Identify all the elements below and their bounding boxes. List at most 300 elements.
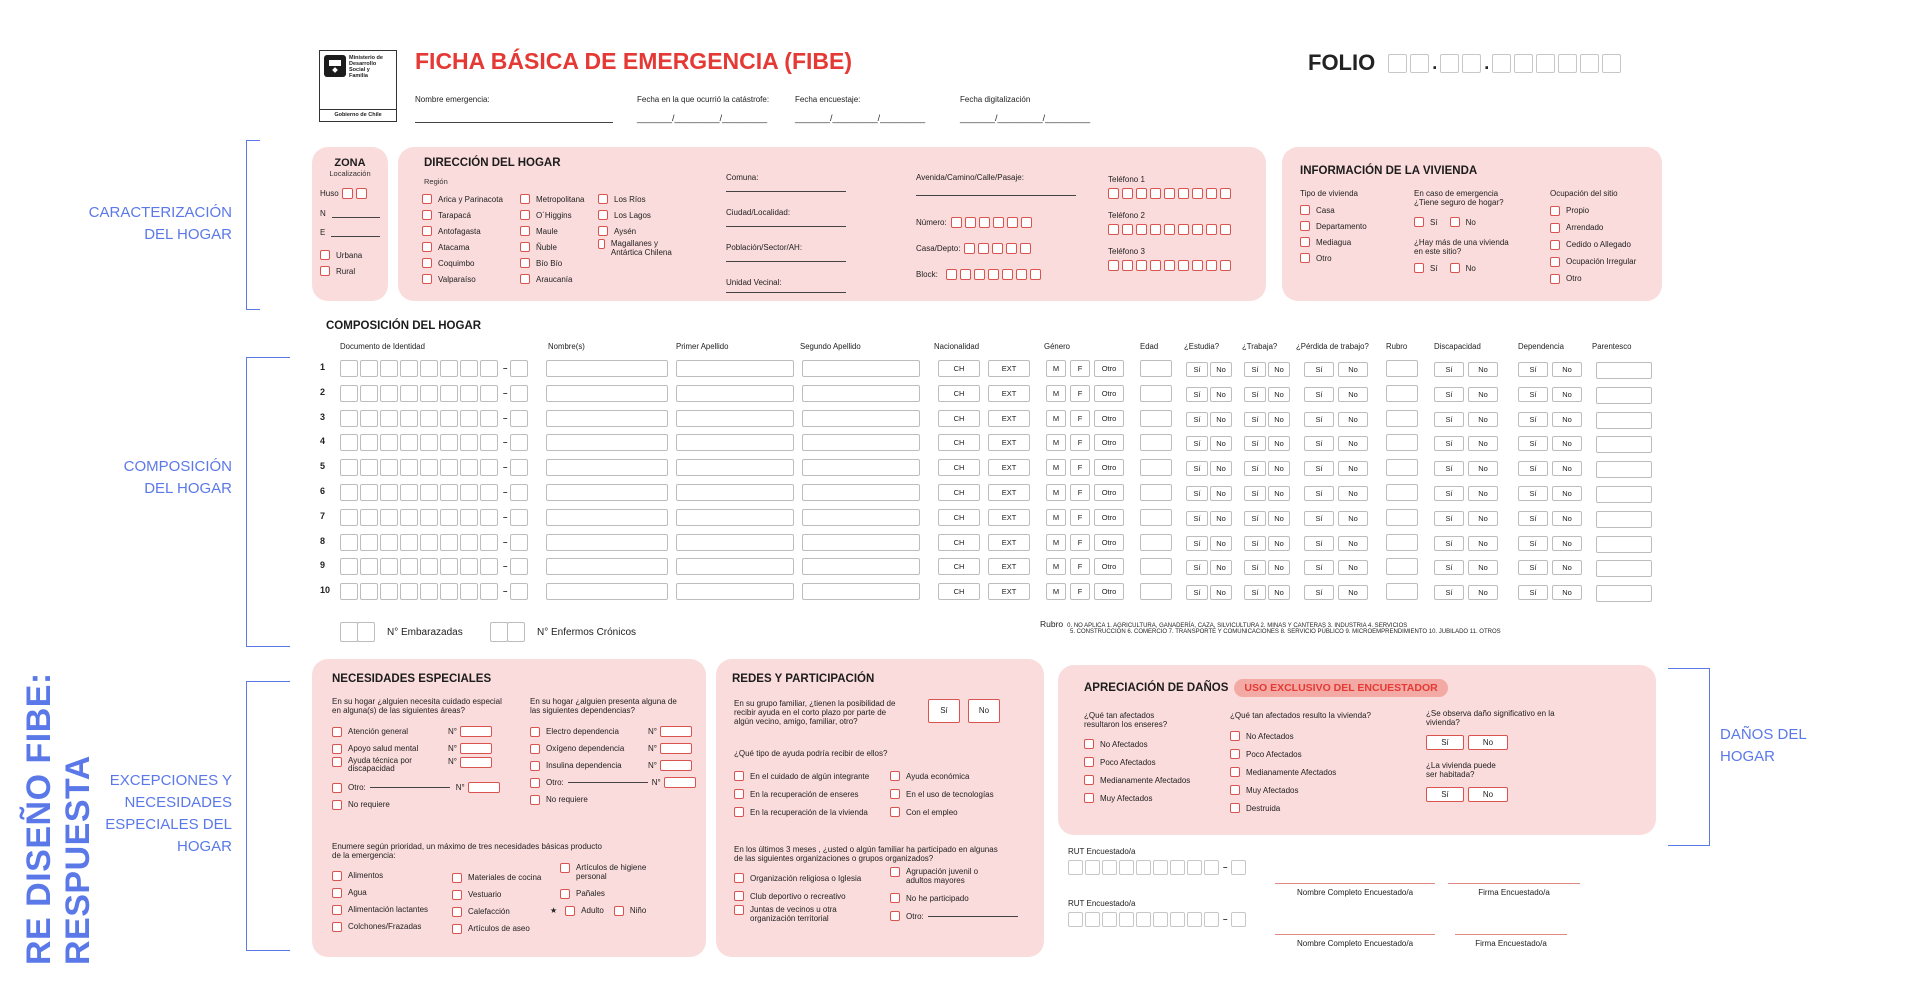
genero-m-button[interactable]: M [1046, 385, 1066, 402]
huso-box[interactable] [342, 188, 353, 199]
rubro-field[interactable] [1386, 459, 1418, 476]
doc-identidad-boxes[interactable]: – [340, 534, 528, 551]
discapacidad-si[interactable]: Sí [1434, 536, 1464, 551]
dependencia-si[interactable]: Sí [1518, 560, 1548, 575]
folio-box[interactable] [1492, 54, 1511, 73]
folio-box[interactable] [1462, 54, 1481, 73]
org-option[interactable]: Juntas de vecinos u otra organización territorial [734, 905, 861, 927]
doc-identidad-boxes[interactable]: – [340, 509, 528, 526]
estudia-no[interactable]: No [1210, 536, 1232, 551]
folio-box[interactable] [1514, 54, 1533, 73]
estudia-si[interactable]: Sí [1186, 412, 1208, 427]
dano-no-button[interactable]: No [1468, 735, 1508, 750]
dependencia-si[interactable]: Sí [1518, 511, 1548, 526]
perdida-si[interactable]: Sí [1304, 461, 1334, 476]
org-option[interactable]: Agrupación juvenil o adultos mayores [890, 867, 1018, 889]
vivienda-no[interactable]: No [1450, 260, 1476, 276]
genero-otro-button[interactable]: Otro [1094, 385, 1124, 402]
dependencia-si[interactable]: Sí [1518, 362, 1548, 377]
dependencia-no[interactable]: No [1552, 585, 1582, 600]
basica-option[interactable]: Pañales [560, 885, 656, 902]
nombres-field[interactable] [546, 459, 668, 476]
region-option[interactable]: Valparaíso [422, 271, 503, 287]
nac-ext-button[interactable]: EXT [988, 484, 1030, 501]
estudia-no[interactable]: No [1210, 486, 1232, 501]
enseres-option[interactable]: Medianamente Afectados [1084, 771, 1190, 789]
apellido1-field[interactable] [676, 509, 794, 526]
perdida-no[interactable]: No [1338, 560, 1368, 575]
vivienda-dano-option[interactable]: Muy Afectados [1230, 781, 1336, 799]
trabaja-no[interactable]: No [1268, 436, 1290, 451]
discapacidad-no[interactable]: No [1468, 511, 1498, 526]
numero-box[interactable] [965, 217, 976, 228]
enseres-option[interactable]: No Afectados [1084, 735, 1190, 753]
casa-box[interactable] [964, 243, 975, 254]
numero-box[interactable] [951, 217, 962, 228]
estudia-si[interactable]: Sí [1186, 436, 1208, 451]
genero-m-button[interactable]: M [1046, 558, 1066, 575]
region-option[interactable]: Arica y Parinacota [422, 191, 503, 207]
perdida-si[interactable]: Sí [1304, 436, 1334, 451]
discapacidad-si[interactable]: Sí [1434, 585, 1464, 600]
nac-ch-button[interactable]: CH [938, 484, 980, 501]
region-option[interactable]: Maule [520, 223, 584, 239]
org-otro-field[interactable] [928, 916, 1018, 917]
edad-field[interactable] [1140, 385, 1172, 402]
vivienda-dano-option[interactable]: No Afectados [1230, 727, 1336, 745]
genero-m-button[interactable]: M [1046, 360, 1066, 377]
block-box[interactable] [1016, 269, 1027, 280]
nino-check[interactable] [614, 906, 624, 916]
trabaja-si[interactable]: Sí [1244, 536, 1266, 551]
avenida-field[interactable] [916, 182, 1076, 196]
folio-box[interactable] [1558, 54, 1577, 73]
nac-ch-button[interactable]: CH [938, 534, 980, 551]
trabaja-no[interactable]: No [1268, 511, 1290, 526]
doc-identidad-boxes[interactable]: – [340, 360, 528, 377]
ocup-option[interactable]: Cedido o Allegado [1550, 236, 1636, 253]
trabaja-no[interactable]: No [1268, 461, 1290, 476]
genero-f-button[interactable]: F [1070, 583, 1090, 600]
redes-no-button[interactable]: No [968, 699, 1000, 723]
zona-rural[interactable]: Rural [320, 263, 380, 279]
basica-option[interactable]: Vestuario [452, 886, 541, 903]
genero-m-button[interactable]: M [1046, 434, 1066, 451]
e-field[interactable] [331, 228, 380, 237]
nombres-field[interactable] [546, 534, 668, 551]
genero-f-button[interactable]: F [1070, 534, 1090, 551]
ayuda-option[interactable]: Con el empleo [890, 803, 994, 821]
dano-si-button[interactable]: Sí [1426, 735, 1464, 750]
firma-encuestado-1[interactable]: Firma Encuestado/a [1448, 883, 1580, 897]
cuidado-option[interactable]: Otro: N° [332, 779, 500, 796]
cron-box[interactable] [490, 622, 508, 642]
org-option[interactable]: Club deportivo o recreativo [734, 887, 861, 905]
edad-field[interactable] [1140, 459, 1172, 476]
tipo-option[interactable]: Otro [1300, 250, 1367, 266]
trabaja-si[interactable]: Sí [1244, 560, 1266, 575]
block-box[interactable] [1002, 269, 1013, 280]
region-option[interactable]: Antofagasta [422, 223, 503, 239]
n-field[interactable] [332, 209, 380, 218]
perdida-si[interactable]: Sí [1304, 412, 1334, 427]
firma-encuestado-2[interactable]: Firma Encuestado/a [1455, 934, 1567, 948]
apellido1-field[interactable] [676, 360, 794, 377]
doc-identidad-boxes[interactable]: – [340, 583, 528, 600]
nac-ext-button[interactable]: EXT [988, 558, 1030, 575]
apellido2-field[interactable] [802, 385, 920, 402]
casa-box[interactable] [992, 243, 1003, 254]
nombres-field[interactable] [546, 360, 668, 377]
block-box[interactable] [988, 269, 999, 280]
tel2-boxes[interactable] [1108, 224, 1231, 235]
discapacidad-si[interactable]: Sí [1434, 560, 1464, 575]
field-fecha-catastrofe[interactable]: _______/_________/_________ [637, 113, 768, 123]
nombres-field[interactable] [546, 434, 668, 451]
nac-ch-button[interactable]: CH [938, 509, 980, 526]
trabaja-no[interactable]: No [1268, 560, 1290, 575]
estudia-no[interactable]: No [1210, 362, 1232, 377]
discapacidad-no[interactable]: No [1468, 387, 1498, 402]
redes-si-button[interactable]: Sí [928, 699, 960, 723]
apellido2-field[interactable] [802, 534, 920, 551]
numero-box[interactable] [993, 217, 1004, 228]
rut-boxes[interactable]: – [1068, 860, 1246, 875]
apellido1-field[interactable] [676, 459, 794, 476]
field-nombre-emergencia[interactable] [415, 122, 613, 123]
perdida-no[interactable]: No [1338, 436, 1368, 451]
region-option[interactable]: O´Higgins [520, 207, 584, 223]
nac-ext-button[interactable]: EXT [988, 509, 1030, 526]
ayuda-option[interactable]: En la recuperación de la vivienda [734, 803, 869, 821]
dependencia-si[interactable]: Sí [1518, 387, 1548, 402]
perdida-si[interactable]: Sí [1304, 511, 1334, 526]
nombres-field[interactable] [546, 583, 668, 600]
doc-identidad-boxes[interactable]: – [340, 385, 528, 402]
perdida-no[interactable]: No [1338, 362, 1368, 377]
edad-field[interactable] [1140, 558, 1172, 575]
genero-otro-button[interactable]: Otro [1094, 360, 1124, 377]
poblacion-field[interactable] [726, 252, 846, 262]
casa-box[interactable] [1006, 243, 1017, 254]
cuidado-option[interactable]: Apoyo salud mental N° [332, 740, 500, 757]
dependencia-si[interactable]: Sí [1518, 585, 1548, 600]
numero-box[interactable] [979, 217, 990, 228]
apellido1-field[interactable] [676, 385, 794, 402]
estudia-no[interactable]: No [1210, 560, 1232, 575]
dependencia-no[interactable]: No [1552, 560, 1582, 575]
nac-ch-button[interactable]: CH [938, 360, 980, 377]
perdida-si[interactable]: Sí [1304, 585, 1334, 600]
genero-otro-button[interactable]: Otro [1094, 434, 1124, 451]
genero-f-button[interactable]: F [1070, 410, 1090, 427]
emb-box[interactable] [357, 622, 375, 642]
emb-box[interactable] [340, 622, 358, 642]
region-option[interactable]: Los Ríos [598, 191, 678, 207]
parentesco-field[interactable] [1596, 387, 1652, 404]
perdida-no[interactable]: No [1338, 461, 1368, 476]
edad-field[interactable] [1140, 534, 1172, 551]
habitada-no-button[interactable]: No [1468, 787, 1508, 802]
region-option[interactable]: Metropolitana [520, 191, 584, 207]
basica-option[interactable]: Materiales de cocina [452, 869, 541, 886]
apellido1-field[interactable] [676, 410, 794, 427]
genero-otro-button[interactable]: Otro [1094, 558, 1124, 575]
folio-box[interactable] [1602, 54, 1621, 73]
estudia-no[interactable]: No [1210, 387, 1232, 402]
habitada-si-button[interactable]: Sí [1426, 787, 1464, 802]
doc-identidad-boxes[interactable]: – [340, 558, 528, 575]
org-option[interactable]: Otro: [890, 907, 1018, 925]
dependencia-si[interactable]: Sí [1518, 486, 1548, 501]
estudia-no[interactable]: No [1210, 436, 1232, 451]
genero-otro-button[interactable]: Otro [1094, 410, 1124, 427]
edad-field[interactable] [1140, 410, 1172, 427]
dependencia-no[interactable]: No [1552, 436, 1582, 451]
nac-ext-button[interactable]: EXT [988, 385, 1030, 402]
dependencia-si[interactable]: Sí [1518, 412, 1548, 427]
trabaja-si[interactable]: Sí [1244, 585, 1266, 600]
trabaja-no[interactable]: No [1268, 387, 1290, 402]
basica-option[interactable]: Alimentación lactantes [332, 901, 428, 918]
basica-option[interactable]: Alimentos [332, 867, 428, 884]
discapacidad-si[interactable]: Sí [1434, 461, 1464, 476]
discapacidad-no[interactable]: No [1468, 486, 1498, 501]
ayuda-option[interactable]: En el cuidado de algún integrante [734, 767, 869, 785]
parentesco-field[interactable] [1596, 536, 1652, 553]
apellido1-field[interactable] [676, 534, 794, 551]
rubro-field[interactable] [1386, 434, 1418, 451]
edad-field[interactable] [1140, 583, 1172, 600]
trabaja-si[interactable]: Sí [1244, 461, 1266, 476]
dependencia-si[interactable]: Sí [1518, 436, 1548, 451]
folio-box[interactable] [1388, 54, 1407, 73]
field-fecha-encuestaje[interactable]: _______/_________/_________ [795, 113, 926, 123]
region-option[interactable]: Tarapacá [422, 207, 503, 223]
zona-urbana[interactable]: Urbana [320, 247, 380, 263]
apellido2-field[interactable] [802, 434, 920, 451]
dependencia-option[interactable]: Insulina dependencia N° [530, 757, 696, 774]
rubro-field[interactable] [1386, 583, 1418, 600]
genero-f-button[interactable]: F [1070, 360, 1090, 377]
ayuda-option[interactable]: En el uso de tecnologías [890, 785, 994, 803]
folio-box[interactable] [1440, 54, 1459, 73]
dependencia-option[interactable]: Otro: N° [530, 774, 696, 791]
trabaja-no[interactable]: No [1268, 412, 1290, 427]
doc-identidad-boxes[interactable]: – [340, 410, 528, 427]
rubro-field[interactable] [1386, 534, 1418, 551]
apellido1-field[interactable] [676, 484, 794, 501]
discapacidad-no[interactable]: No [1468, 560, 1498, 575]
dependencia-no[interactable]: No [1552, 536, 1582, 551]
perdida-no[interactable]: No [1338, 412, 1368, 427]
discapacidad-no[interactable]: No [1468, 412, 1498, 427]
vivienda-si[interactable]: Sí [1414, 260, 1438, 276]
dependencia-no[interactable]: No [1552, 362, 1582, 377]
discapacidad-si[interactable]: Sí [1434, 486, 1464, 501]
parentesco-field[interactable] [1596, 362, 1652, 379]
perdida-no[interactable]: No [1338, 387, 1368, 402]
trabaja-no[interactable]: No [1268, 585, 1290, 600]
nac-ext-button[interactable]: EXT [988, 583, 1030, 600]
dependencia-si[interactable]: Sí [1518, 461, 1548, 476]
genero-m-button[interactable]: M [1046, 583, 1066, 600]
estudia-si[interactable]: Sí [1186, 536, 1208, 551]
genero-otro-button[interactable]: Otro [1094, 484, 1124, 501]
ayuda-option[interactable]: Ayuda económica [890, 767, 994, 785]
genero-f-button[interactable]: F [1070, 509, 1090, 526]
rubro-field[interactable] [1386, 509, 1418, 526]
estudia-si[interactable]: Sí [1186, 486, 1208, 501]
nac-ch-button[interactable]: CH [938, 385, 980, 402]
discapacidad-no[interactable]: No [1468, 436, 1498, 451]
tipo-option[interactable]: Departamento [1300, 218, 1367, 234]
estudia-no[interactable]: No [1210, 511, 1232, 526]
apellido2-field[interactable] [802, 558, 920, 575]
trabaja-si[interactable]: Sí [1244, 412, 1266, 427]
comuna-field[interactable] [726, 182, 846, 192]
region-option[interactable]: Araucanía [520, 271, 584, 287]
discapacidad-si[interactable]: Sí [1434, 387, 1464, 402]
genero-f-button[interactable]: F [1070, 459, 1090, 476]
dependencia-no[interactable]: No [1552, 461, 1582, 476]
discapacidad-si[interactable]: Sí [1434, 412, 1464, 427]
unidad-vecinal-field[interactable] [726, 287, 846, 293]
parentesco-field[interactable] [1596, 461, 1652, 478]
estudia-si[interactable]: Sí [1186, 585, 1208, 600]
casa-box[interactable] [1020, 243, 1031, 254]
block-box[interactable] [974, 269, 985, 280]
rubro-field[interactable] [1386, 484, 1418, 501]
org-option[interactable]: Organización religiosa o Iglesia [734, 869, 861, 887]
region-option[interactable]: Atacama [422, 239, 503, 255]
doc-identidad-boxes[interactable]: – [340, 459, 528, 476]
rubro-field[interactable] [1386, 385, 1418, 402]
region-option[interactable]: Ñuble [520, 239, 584, 255]
cuidado-option[interactable]: Ayuda técnica por discapacidad N° [332, 757, 500, 779]
apellido2-field[interactable] [802, 410, 920, 427]
parentesco-field[interactable] [1596, 436, 1652, 453]
discapacidad-no[interactable]: No [1468, 461, 1498, 476]
enseres-option[interactable]: Poco Afectados [1084, 753, 1190, 771]
estudia-si[interactable]: Sí [1186, 511, 1208, 526]
estudia-si[interactable]: Sí [1186, 560, 1208, 575]
edad-field[interactable] [1140, 484, 1172, 501]
genero-m-button[interactable]: M [1046, 509, 1066, 526]
nombres-field[interactable] [546, 558, 668, 575]
dependencia-option[interactable]: Oxígeno dependencia N° [530, 740, 696, 757]
genero-otro-button[interactable]: Otro [1094, 534, 1124, 551]
nac-ext-button[interactable]: EXT [988, 360, 1030, 377]
estudia-si[interactable]: Sí [1186, 362, 1208, 377]
edad-field[interactable] [1140, 360, 1172, 377]
ocup-option[interactable]: Ocupación Irregular [1550, 253, 1636, 270]
perdida-si[interactable]: Sí [1304, 536, 1334, 551]
genero-m-button[interactable]: M [1046, 534, 1066, 551]
perdida-si[interactable]: Sí [1304, 486, 1334, 501]
folio-box[interactable] [1536, 54, 1555, 73]
genero-otro-button[interactable]: Otro [1094, 459, 1124, 476]
estudia-si[interactable]: Sí [1186, 387, 1208, 402]
parentesco-field[interactable] [1596, 560, 1652, 577]
tipo-option[interactable]: Mediagua [1300, 234, 1367, 250]
nombres-field[interactable] [546, 509, 668, 526]
trabaja-si[interactable]: Sí [1244, 362, 1266, 377]
perdida-si[interactable]: Sí [1304, 387, 1334, 402]
apellido2-field[interactable] [802, 583, 920, 600]
genero-f-button[interactable]: F [1070, 434, 1090, 451]
discapacidad-no[interactable]: No [1468, 585, 1498, 600]
perdida-no[interactable]: No [1338, 585, 1368, 600]
rubro-field[interactable] [1386, 558, 1418, 575]
dependencia-no[interactable]: No [1552, 511, 1582, 526]
trabaja-no[interactable]: No [1268, 362, 1290, 377]
genero-f-button[interactable]: F [1070, 484, 1090, 501]
region-option[interactable]: Los Lagos [598, 207, 678, 223]
vivienda-dano-option[interactable]: Medianamente Afectados [1230, 763, 1336, 781]
region-option[interactable]: Aysén [598, 223, 678, 239]
tel3-boxes[interactable] [1108, 260, 1231, 271]
estudia-si[interactable]: Sí [1186, 461, 1208, 476]
parentesco-field[interactable] [1596, 585, 1652, 602]
region-option[interactable]: Coquimbo [422, 255, 503, 271]
basica-option[interactable]: Colchones/Frazadas [332, 918, 428, 935]
apellido1-field[interactable] [676, 583, 794, 600]
trabaja-no[interactable]: No [1268, 486, 1290, 501]
nombres-field[interactable] [546, 385, 668, 402]
discapacidad-no[interactable]: No [1468, 536, 1498, 551]
rubro-field[interactable] [1386, 360, 1418, 377]
field-fecha-digitalizacion[interactable]: _______/_________/_________ [960, 113, 1091, 123]
cron-box[interactable] [507, 622, 525, 642]
discapacidad-si[interactable]: Sí [1434, 362, 1464, 377]
estudia-no[interactable]: No [1210, 461, 1232, 476]
perdida-si[interactable]: Sí [1304, 560, 1334, 575]
edad-field[interactable] [1140, 509, 1172, 526]
trabaja-si[interactable]: Sí [1244, 486, 1266, 501]
apellido1-field[interactable] [676, 558, 794, 575]
trabaja-no[interactable]: No [1268, 536, 1290, 551]
dependencia-no[interactable]: No [1552, 486, 1582, 501]
nombre-encuestado-2[interactable]: Nombre Completo Encuestado/a [1275, 934, 1435, 948]
block-box[interactable] [1030, 269, 1041, 280]
edad-field[interactable] [1140, 434, 1172, 451]
discapacidad-si[interactable]: Sí [1434, 436, 1464, 451]
dependencia-no[interactable]: No [1552, 412, 1582, 427]
perdida-no[interactable]: No [1338, 486, 1368, 501]
genero-otro-button[interactable]: Otro [1094, 583, 1124, 600]
seguro-si[interactable]: Sí [1414, 214, 1438, 230]
rubro-field[interactable] [1386, 410, 1418, 427]
block-box[interactable] [946, 269, 957, 280]
vivienda-dano-option[interactable]: Destruida [1230, 799, 1336, 817]
nac-ch-button[interactable]: CH [938, 434, 980, 451]
genero-m-button[interactable]: M [1046, 484, 1066, 501]
nac-ch-button[interactable]: CH [938, 583, 980, 600]
huso-box[interactable] [356, 188, 367, 199]
genero-m-button[interactable]: M [1046, 459, 1066, 476]
trabaja-si[interactable]: Sí [1244, 387, 1266, 402]
adulto-check[interactable] [565, 906, 575, 916]
nombres-field[interactable] [546, 484, 668, 501]
genero-otro-button[interactable]: Otro [1094, 509, 1124, 526]
ocup-option[interactable]: Propio [1550, 202, 1636, 219]
basica-option[interactable]: Artículos de higiene personal [560, 863, 656, 885]
dependencia-option[interactable]: Electro dependencia N° [530, 723, 696, 740]
genero-f-button[interactable]: F [1070, 385, 1090, 402]
region-option[interactable]: Bío Bío [520, 255, 584, 271]
block-box[interactable] [960, 269, 971, 280]
